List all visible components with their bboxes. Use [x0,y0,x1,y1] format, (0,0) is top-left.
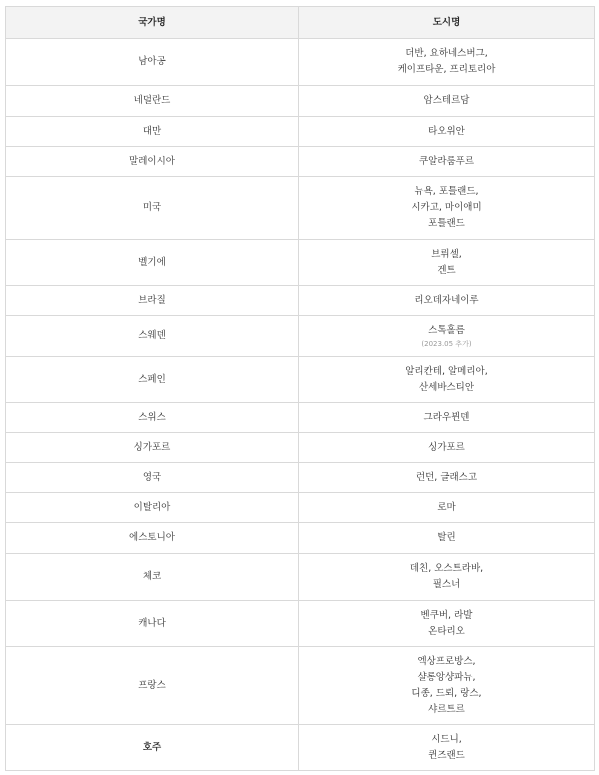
city-line: 탈린 [437,532,456,543]
table-row [6,117,595,147]
city-line: 케이프타운, 프리토리아 [397,64,496,75]
table-row [6,286,595,316]
city-cell [299,286,595,316]
country-cell: 말레이시아 [6,147,299,177]
city-line: 샬롱앙샹파뉴, [417,671,476,683]
table-row [6,240,595,286]
table-row [6,523,595,554]
city-line: 런던, 글래스고 [415,471,478,483]
table-row [6,493,595,523]
city-line: 벤쿠버, 라발 [420,609,473,621]
country-cell: 캐나다 [6,601,299,647]
city-cell [299,601,595,647]
city-cell [299,433,595,463]
city-line: 쿠알라룸푸르 [418,155,475,167]
table-row [6,463,595,493]
country-cell: 남아공 [6,39,299,86]
table-row [6,725,595,771]
city-cell [299,240,595,286]
city-line: 로마 [437,501,456,513]
country-cell: 스페인 [6,357,299,403]
country-cell: 호주 [6,725,299,771]
city-line: 온타리오 [428,625,465,637]
city-line: 데친, 오스트라바, [409,563,484,574]
city-line: 필스너 [432,579,461,590]
header-city: 도시명 [299,7,595,39]
table-row [6,147,595,177]
city-line: 스톡홀름 [428,325,465,336]
table-row [6,86,595,117]
city-line: 포틀랜드 [428,218,465,229]
table-row [6,601,595,647]
city-table-container [5,6,594,771]
city-line: 퀸즈랜드 [428,749,465,761]
table-row [6,647,595,725]
table-header-row [6,7,595,39]
city-line: 겐트 [437,264,456,276]
city-cell [299,316,595,357]
city-cell [299,493,595,523]
city-cell [299,39,595,86]
table-row [6,39,595,86]
city-cell [299,177,595,240]
city-cell [299,725,595,771]
city-line: 리오데자네이루 [414,294,479,306]
city-line: 엑상프로방스, [417,655,476,667]
city-line: 그라우뷘덴 [423,411,470,423]
city-line: 암스테르담 [423,95,470,106]
country-cell: 체코 [6,554,299,601]
city-line: 디종, 드뢰, 랑스, [411,687,482,699]
city-line: 브뤼셀, [431,248,462,260]
country-cell: 브라질 [6,286,299,316]
city-line: 더반, 요하네스버그, [405,48,488,59]
country-city-table [5,6,595,771]
table-row [6,316,595,357]
table-row [6,357,595,403]
city-cell [299,403,595,433]
country-cell: 대만 [6,117,299,147]
country-cell: 벨기에 [6,240,299,286]
city-line: 알리칸테, 알메리아, [405,365,488,377]
city-cell [299,86,595,117]
table-row [6,177,595,240]
table-body [6,39,595,771]
city-cell [299,647,595,725]
table-row [6,433,595,463]
country-cell: 스위스 [6,403,299,433]
table-row [6,403,595,433]
added-note: (2023.05 추가) [421,340,472,348]
city-line: 시드니, [431,733,462,745]
country-cell: 싱가포르 [6,433,299,463]
city-line: 산세바스티안 [418,381,475,393]
city-line: 싱가포르 [428,441,465,453]
city-cell [299,463,595,493]
country-cell: 미국 [6,177,299,240]
city-cell [299,147,595,177]
country-cell: 스웨덴 [6,316,299,357]
table-row [6,554,595,601]
country-cell: 영국 [6,463,299,493]
country-cell: 네덜란드 [6,86,299,117]
city-cell [299,554,595,601]
city-line: 시카고, 마이애미 [411,202,482,213]
country-cell: 이탈리아 [6,493,299,523]
country-cell: 에스토니아 [6,523,299,554]
city-cell [299,523,595,554]
city-cell [299,357,595,403]
city-line: 뉴욕, 포틀랜드, [414,186,479,197]
city-line: 타오위안 [428,125,465,137]
country-cell: 프랑스 [6,647,299,725]
city-cell [299,117,595,147]
header-country: 국가명 [6,7,299,39]
city-line: 샤르트르 [428,703,465,715]
